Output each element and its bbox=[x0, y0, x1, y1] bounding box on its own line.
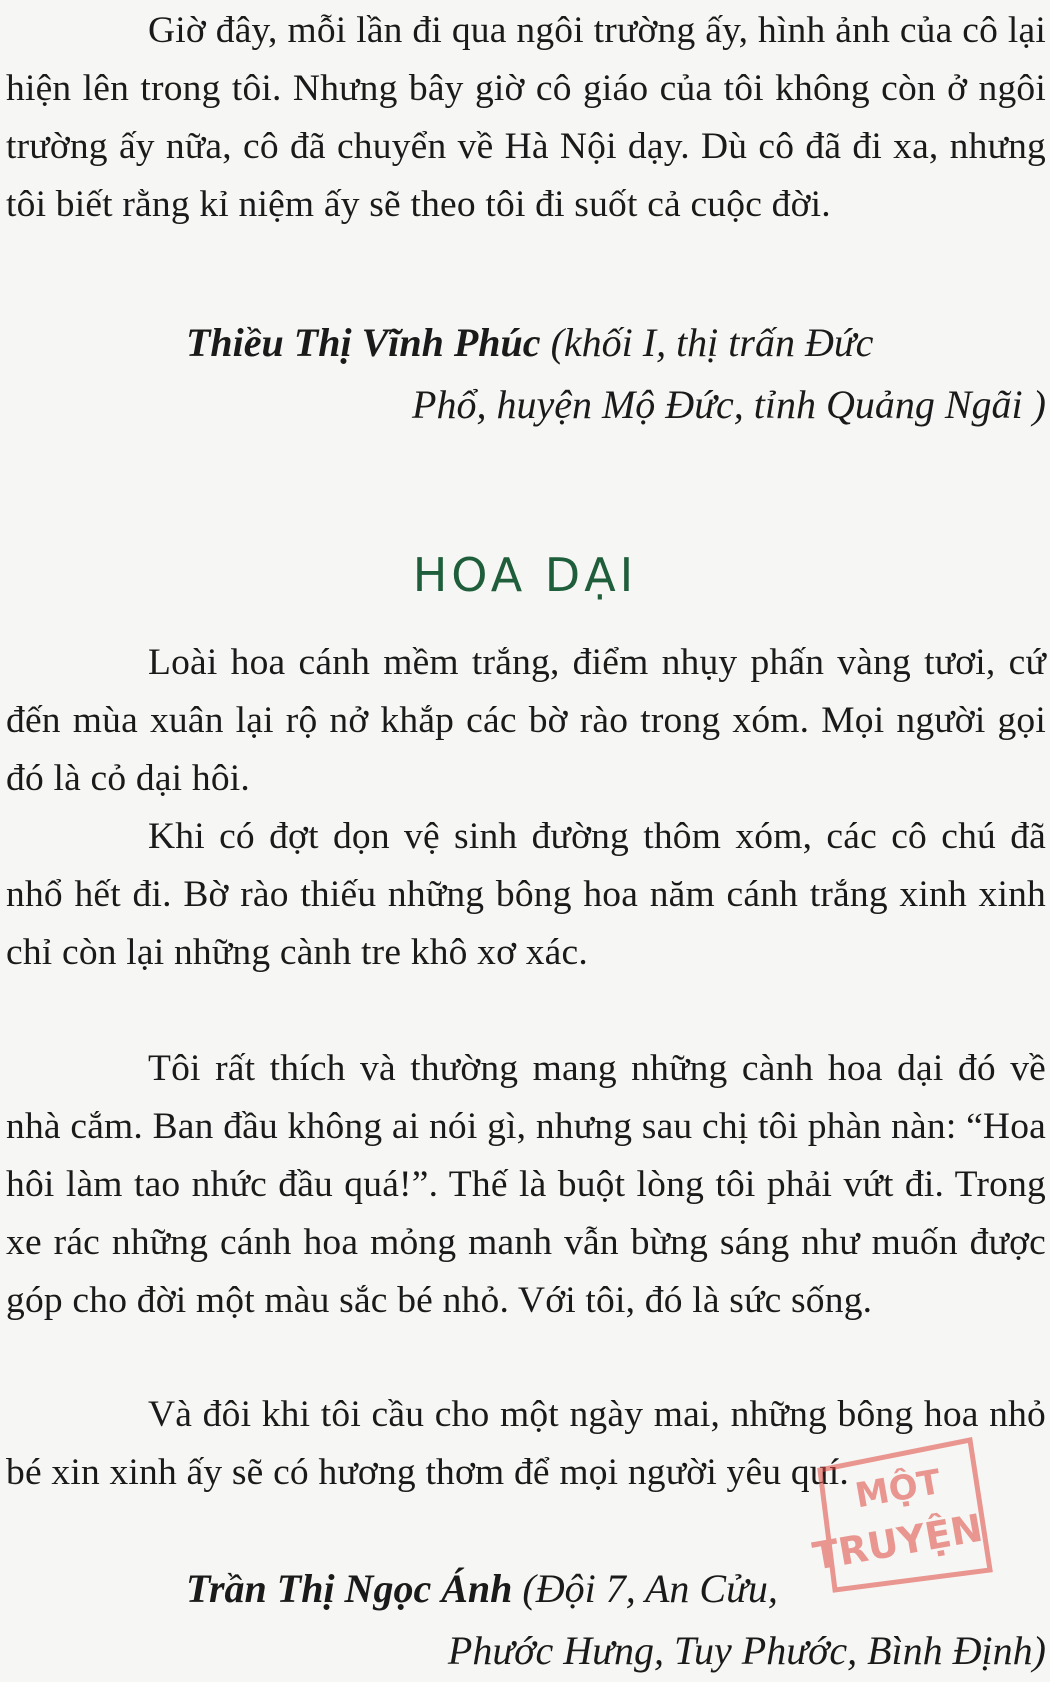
author-location-1-line2: Phổ, huyện Mộ Đức, tỉnh Quảng Ngãi ) bbox=[412, 382, 1046, 427]
story-paragraph-2: Khi có đợt dọn vệ sinh đường thôm xóm, các cô chú đã nhổ hết đi. Bờ rào thiếu những bông hoa năm cánh trắng xinh xinh chỉ còn lại những cành tre khô xơ xác. bbox=[6, 816, 1046, 973]
signature-block-1 bbox=[186, 312, 1046, 436]
author-name-2: Trần Thị Ngọc Ánh bbox=[186, 1566, 513, 1611]
author-location-1-line1: (khối I, thị trấn Đức bbox=[540, 320, 874, 365]
story-paragraph-1: Loài hoa cánh mềm trắng, điểm nhụy phấn vàng tươi, cứ đến mùa xuân lại rộ nở khắp các bờ rào trong xóm. Mọi người gọi đó là cỏ dại hôi. bbox=[6, 642, 1046, 799]
story-title: HOA DẠI bbox=[412, 548, 638, 602]
watermark-text-2: TRUYỆN bbox=[809, 1505, 986, 1579]
author-name-1: Thiều Thị Vĩnh Phúc bbox=[186, 320, 541, 365]
story-paragraph-3: Tôi rất thích và thường mang những cành hoa dại đó về nhà cắm. Ban đầu không ai nói gì, nhưng sau chị tôi phàn nàn: “Hoa hôi làm tao nhức đầu quá!”. Thế là buột lòng tôi phải vứt đi. Trong xe rác những cánh hoa mỏng manh vẫn bừng sáng như muốn được góp cho đời một màu sắc bé nhỏ. Với tôi, đó là sức sống. bbox=[6, 1048, 1046, 1321]
intro-paragraph: Giờ đây, mỗi lần đi qua ngôi trường ấy, hình ảnh của cô lại hiện lên trong tôi. Nhưng bây giờ cô giáo của tôi không còn ở ngôi trường ấy nữa, cô đã chuyển về Hà Nội dạy. Dù cô đã đi xa, nhưng tôi biết rằng kỉ niệm ấy sẽ theo tôi đi suốt cả cuộc đời. bbox=[6, 10, 1046, 225]
author-location-2-line2: Phước Hưng, Tuy Phước, Bình Định) bbox=[447, 1628, 1046, 1673]
watermark-text-1: MỘT bbox=[852, 1462, 944, 1517]
author-location-2-line1: (Đội 7, An Cửu, bbox=[512, 1566, 778, 1611]
story-paragraph-4: Và đôi khi tôi cầu cho một ngày mai, những bông hoa nhỏ bé xin xinh ấy sẽ có hương thơm để mọi người yêu quí. bbox=[6, 1394, 1046, 1493]
watermark-logo bbox=[800, 1430, 1000, 1600]
